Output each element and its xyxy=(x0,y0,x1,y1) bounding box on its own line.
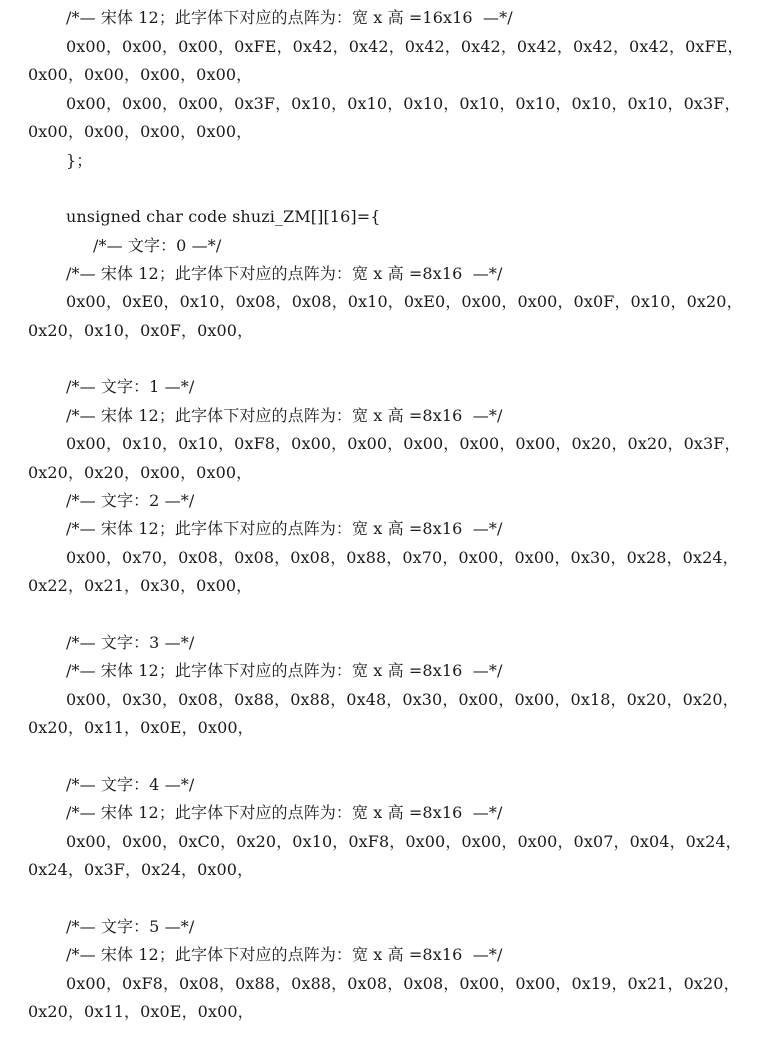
font-comment: /*— 宋体 12；此字体下对应的点阵为：宽 x 高 =8x16 —*/ xyxy=(66,803,503,822)
hex-data-line: 0x00，0x00，0xC0，0x20，0x10，0xF8，0x00，0x00，0x00，0x07，0x04，0x24， xyxy=(66,832,742,851)
font-comment: /*— 宋体 12；此字体下对应的点阵为：宽 x 高 =8x16 —*/ xyxy=(66,661,503,680)
hex-data-line: 0x00，0x10，0x10，0xF8，0x00，0x00，0x00，0x00，0x00，0x20，0x20，0x3F， xyxy=(66,434,741,453)
hex-data-line: 0x20，0x10，0x0F，0x00， xyxy=(28,321,254,340)
array-declaration: unsigned char code shuzi_ZM[][16]={ xyxy=(66,207,381,226)
char-comment: /*— 文字：2 —*/ xyxy=(66,491,195,510)
hex-data-line: 0x22，0x21，0x30，0x00， xyxy=(28,576,253,595)
char-comment: /*— 文字：4 —*/ xyxy=(66,775,195,794)
font-comment: /*— 宋体 12；此字体下对应的点阵为：宽 x 高 =8x16 —*/ xyxy=(66,945,503,964)
char-comment: /*— 文字：1 —*/ xyxy=(66,377,195,396)
hex-data-line: 0x00，0x00，0x00，0x3F，0x10，0x10，0x10，0x10，0x10，0x10，0x10，0x3F， xyxy=(66,94,741,113)
font-comment: /*— 宋体 12；此字体下对应的点阵为：宽 x 高 =16x16 —*/ xyxy=(66,8,513,27)
hex-data-line: 0x24，0x3F，0x24，0x00， xyxy=(28,860,254,879)
char-comment: /*— 文字：5 —*/ xyxy=(66,917,195,936)
font-comment: /*— 宋体 12；此字体下对应的点阵为：宽 x 高 =8x16 —*/ xyxy=(66,406,503,425)
hex-data-line: 0x00，0x00，0x00，0x00， xyxy=(28,122,253,141)
hex-data-line: 0x00，0x70，0x08，0x08，0x08，0x88，0x70，0x00，0x00，0x30，0x28，0x24， xyxy=(66,548,739,567)
hex-data-line: 0x00，0x00，0x00，0x00， xyxy=(28,65,253,84)
char-comment: /*— 文字：0 —*/ xyxy=(93,236,222,255)
hex-data-line: 0x00，0x00，0x00，0xFE，0x42，0x42，0x42，0x42，0x42，0x42，0x42，0xFE， xyxy=(66,37,744,56)
hex-data-line: 0x20，0x11，0x0E，0x00， xyxy=(28,1002,254,1021)
hex-data-line: 0x20，0x11，0x0E，0x00， xyxy=(28,718,254,737)
hex-data-line: 0x00，0x30，0x08，0x88，0x88，0x48，0x30，0x00，0x00，0x18，0x20，0x20， xyxy=(66,690,739,709)
hex-data-line: 0x20，0x20，0x00，0x00， xyxy=(28,463,253,482)
hex-data-line: 0x00，0xF8，0x08，0x88，0x88，0x08，0x08，0x00，0x00，0x19，0x21，0x20， xyxy=(66,974,740,993)
font-comment: /*— 宋体 12；此字体下对应的点阵为：宽 x 高 =8x16 —*/ xyxy=(66,264,503,283)
closing-brace: }； xyxy=(66,151,93,170)
font-comment: /*— 宋体 12；此字体下对应的点阵为：宽 x 高 =8x16 —*/ xyxy=(66,519,503,538)
char-comment: /*— 文字：3 —*/ xyxy=(66,633,195,652)
hex-data-line: 0x00，0xE0，0x10，0x08，0x08，0x10，0xE0，0x00，0x00，0x0F，0x10，0x20， xyxy=(66,292,743,311)
